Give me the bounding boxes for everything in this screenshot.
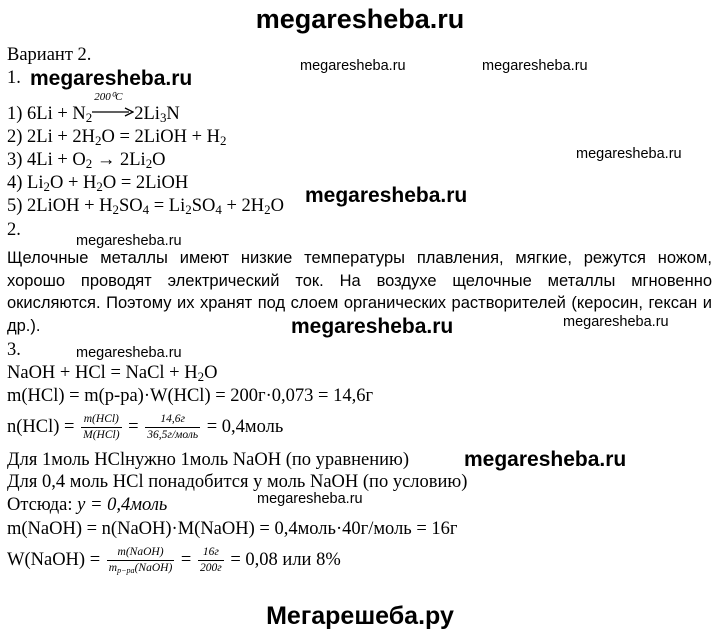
mass-hcl: m(HCl) = m(р-ра)·W(HCl) = 200г·0,073 = 14,6г [7,386,374,406]
mass-naoh: m(NaOH) = n(NaOH)·M(NaOH) = 0,4моль·40г/моль = 16г [7,519,458,539]
watermark: megaresheba.ru [76,233,182,249]
watermark: megaresheba.ru [257,491,363,507]
watermark: megaresheba.ru [30,67,193,90]
fraction: $\frac{16г}{200г}$ [199,546,222,574]
moles-hcl: n(HCl) = $\frac{\text{m(HCl)}}{\text{M(HCl)}}$ = $\frac{14,6г}{\text{36,5г/моль}}$ = 0,4моль [7,413,284,441]
watermark: megaresheba.ru [305,184,468,207]
reaction-arrow: 200⁰C [92,105,134,119]
fraction: $\frac{\text{m(HCl)}}{\text{M(HCl)}}$ [83,413,120,441]
task3-number: 3. [7,340,21,360]
reaction-2: 2) $2Li + 2H_2O$ = 2LiOH + $H_2$ [7,127,227,149]
hence-line: Отсюда: y = 0,4моль [7,495,168,515]
reaction-4: 4) $Li_2O + H_2O$ = 2LiOH [7,173,189,195]
watermark: megaresheba.ru [482,58,588,74]
task2-paragraph: Щелочные металлы имеют низкие температуры плавления, мягкие, режутся ножом, хорошо проводят электрический ток. На воздухе щелочные металлы мгновенно окисляются. Поэтому их хранят под слоем органических растворителей (керосин, гексан и др.). [7,249,712,335]
site-footer: Мегарешеба.ру [266,602,454,630]
equation: NaOH + HCl = NaCl + $H_2O$ [7,363,218,385]
watermark: megaresheba.ru [464,448,627,471]
reaction-5: 5) 2LiOH + $H_2SO_4 = Li_2SO_4 + 2H_2O$ [7,196,284,218]
reaction-1: 1) $6Li + N_2$ 200⁰C $2Li_3N$ [7,91,180,126]
site-header: megaresheba.ru [255,4,465,34]
variant-title: Вариант 2. [7,45,92,65]
fraction: $\frac{14,6г}{\text{36,5г/моль}}$ [147,413,199,441]
ratio-line-2: Для 0,4 моль HCl понадобится y моль NaOH (по условию) [7,472,468,492]
watermark: megaresheba.ru [576,146,682,162]
watermark: megaresheba.ru [300,58,406,74]
watermark: megaresheba.ru [76,345,182,361]
fraction: $\frac{\text{m(NaOH)}}{m_{р-ра}(NaOH)}$ [108,546,173,575]
ratio-line-1: Для 1моль HClнужно 1моль NaOH (по уравнению) [7,450,409,470]
watermark: megaresheba.ru [291,315,454,338]
task2-number: 2. [7,220,21,240]
mass-fraction-naoh: W(NaOH) = $\frac{\text{m(NaOH)}}{m_{р-ра}(NaOH)}$ = $\frac{16г}{200г}$ = 0,08 или 8% [7,546,341,575]
reaction-3: 3) $4Li + O_2 \to 2Li_2O$ [7,150,166,172]
task1-number: 1. [7,68,21,88]
watermark: megaresheba.ru [563,314,669,330]
